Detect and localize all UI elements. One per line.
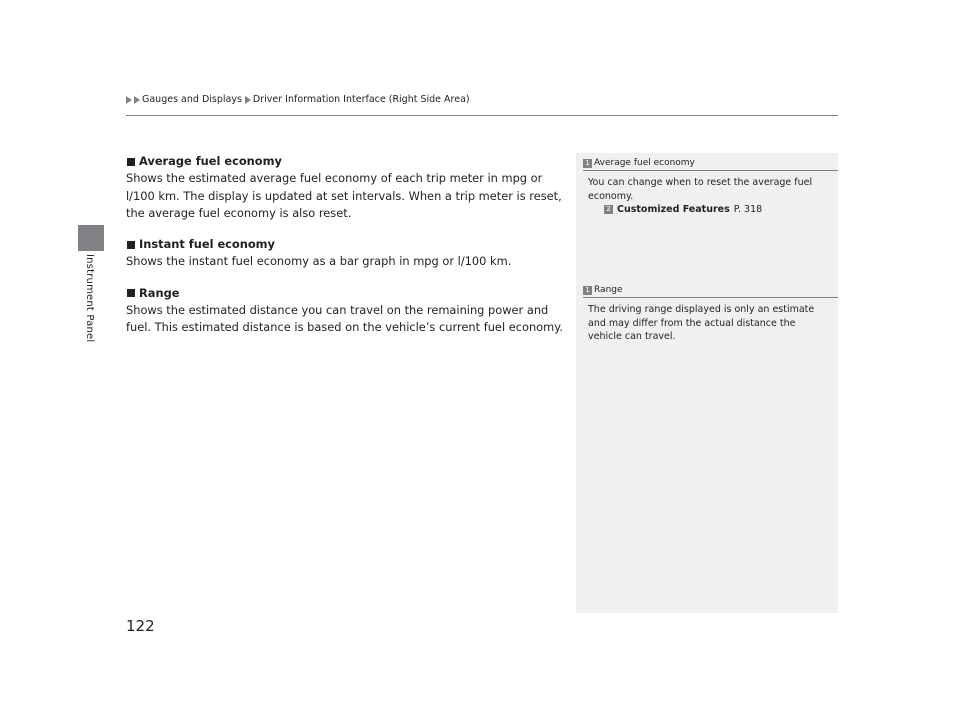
cross-reference-link[interactable] bbox=[588, 203, 828, 217]
breadcrumb-arrow-icon bbox=[126, 96, 132, 104]
note-heading bbox=[576, 156, 838, 170]
section-title: Average fuel economy bbox=[139, 154, 282, 168]
note-text: The driving range displayed is only an estimate and may differ from the actual distance the vehicle can travel. bbox=[588, 304, 815, 342]
cross-reference-page: P. 318 bbox=[733, 204, 763, 215]
section-instant-fuel-economy bbox=[126, 236, 566, 271]
note-title: Average fuel economy bbox=[594, 158, 695, 168]
main-content bbox=[126, 153, 566, 351]
section-body: Shows the estimated average fuel economy of each trip meter in mpg or l/100 km. The display is updated at set intervals. When a trip meter is reset, the average fuel economy is also reset. bbox=[126, 171, 562, 220]
note-range bbox=[576, 283, 838, 344]
breadcrumb-item[interactable]: Driver Information Interface (Right Side Area) bbox=[252, 94, 470, 105]
page-number: 122 bbox=[126, 617, 155, 635]
note-body bbox=[576, 298, 838, 344]
header-divider bbox=[126, 115, 838, 116]
section-body: Shows the instant fuel economy as a bar graph in mpg or l/100 km. bbox=[126, 254, 512, 269]
note-number-icon: 1 bbox=[583, 286, 592, 295]
breadcrumb-arrow-icon bbox=[245, 96, 251, 104]
note-body bbox=[576, 171, 838, 217]
note-heading bbox=[576, 283, 838, 297]
section-body: Shows the estimated distance you can travel on the remaining power and fuel. This estimated distance is based on the vehicle’s current fuel economy. bbox=[126, 303, 563, 335]
bullet-square-icon bbox=[127, 241, 135, 249]
section-heading bbox=[126, 153, 566, 170]
section-heading bbox=[126, 236, 566, 253]
cross-reference-icon: 2 bbox=[604, 205, 613, 214]
section-range bbox=[126, 285, 566, 337]
note-text: You can change when to reset the average fuel economy. bbox=[588, 177, 813, 202]
notes-panel bbox=[576, 153, 838, 613]
bullet-square-icon bbox=[127, 289, 135, 297]
cross-reference-label: Customized Features bbox=[617, 204, 730, 215]
breadcrumb-arrow-icon bbox=[134, 96, 140, 104]
section-tab-marker bbox=[78, 225, 104, 251]
note-average-fuel-economy bbox=[576, 156, 838, 217]
bullet-square-icon bbox=[127, 158, 135, 166]
note-number-icon: 1 bbox=[583, 159, 592, 168]
breadcrumb-item[interactable]: Gauges and Displays bbox=[142, 94, 242, 105]
note-title: Range bbox=[594, 285, 623, 295]
section-average-fuel-economy bbox=[126, 153, 566, 222]
sidebar-section-label: Instrument Panel bbox=[84, 254, 95, 343]
section-title: Instant fuel economy bbox=[139, 237, 275, 252]
breadcrumb bbox=[126, 94, 470, 105]
section-heading bbox=[126, 285, 566, 302]
section-title: Range bbox=[139, 285, 180, 300]
